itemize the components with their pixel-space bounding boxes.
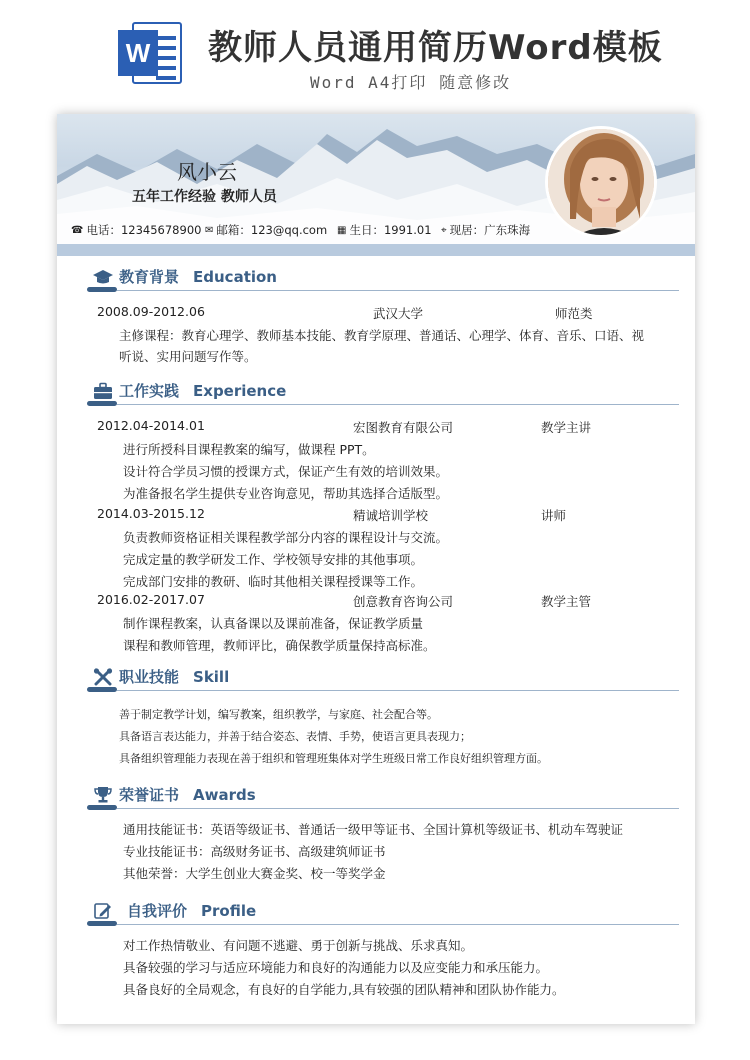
job-duty: 负责教师资格证相关课程教学部分内容的课程设计与交流。 xyxy=(123,530,449,545)
contact-birthday: ▦ 生日：1991.01 xyxy=(337,223,432,237)
award-item: 通用技能证书：英语等级证书、普通话一级甲等证书、全国计算机等级证书、机动车驾驶证 xyxy=(123,822,624,837)
banner xyxy=(0,0,750,110)
contact-location: ⌖ 现居：广东珠海 xyxy=(441,223,531,237)
candidate-name: 风小云 xyxy=(177,160,237,184)
tools-icon xyxy=(93,668,113,686)
education-major: 师范类 xyxy=(555,306,593,321)
banner-title: 教师人员通用简历Word模板 xyxy=(208,28,663,68)
skill-item: 善于制定教学计划，编写教案，组织教学，与家庭、社会配合等。 xyxy=(119,708,438,721)
job-duty: 完成部门安排的教研、临时其他相关课程授课等工作。 xyxy=(123,574,424,589)
job-duty: 制作课程教案，认真备课以及课前准备，保证教学质量 xyxy=(123,616,424,631)
location-icon: ⌖ xyxy=(441,224,447,236)
header-strip xyxy=(57,244,695,256)
job-period: 2012.04-2014.01 xyxy=(97,418,205,433)
resume-header xyxy=(57,114,695,244)
job-period: 2014.03-2015.12 xyxy=(97,506,205,521)
candidate-tagline: 五年工作经验 教师人员 xyxy=(132,189,277,205)
job-role: 教学主管 xyxy=(541,594,592,609)
trophy-icon xyxy=(93,786,113,804)
mail-icon: ✉ xyxy=(205,224,214,236)
section-awards xyxy=(87,784,679,806)
job-duty: 课程和教师管理，教师评比，确保教学质量保持高标准。 xyxy=(123,638,436,653)
word-logo-letter: W xyxy=(118,30,158,76)
section-experience xyxy=(87,380,679,402)
job-company: 宏图教育有限公司 xyxy=(353,420,454,435)
banner-subtitle: Word A4打印 随意修改 xyxy=(310,73,512,92)
pencil-icon xyxy=(93,902,113,920)
award-item: 其他荣誉：大学生创业大赛金奖、校一等奖学金 xyxy=(123,866,386,881)
job-duty: 进行所授科目课程教案的编写，做课程 PPT。 xyxy=(123,442,375,457)
education-period: 2008.09-2012.06 xyxy=(97,304,205,319)
section-title: 荣誉证书 Awards xyxy=(119,786,256,804)
section-title: 工作实践 Experience xyxy=(119,382,287,400)
profile-item: 对工作热情敬业、有问题不逃避、勇于创新与挑战、乐求真知。 xyxy=(123,938,474,953)
contact-phone: ☎ 电话：12345678900 xyxy=(71,223,202,237)
word-logo-icon xyxy=(118,20,184,86)
education-courses-cont: 听说、实用问题写作等。 xyxy=(119,349,257,364)
job-company: 创意教育咨询公司 xyxy=(353,594,454,609)
section-title: 教育背景 Education xyxy=(119,268,277,286)
section-title: 自我评价 Profile xyxy=(127,902,257,920)
skill-item: 具备语言表达能力，并善于结合姿态、表情、手势，使语言更具表现力； xyxy=(119,730,471,743)
job-role: 教学主讲 xyxy=(541,420,592,435)
education-school: 武汉大学 xyxy=(373,306,424,321)
phone-icon: ☎ xyxy=(71,224,84,236)
job-duty: 设计符合学员习惯的授课方式，保证产生有效的培训效果。 xyxy=(123,464,449,479)
profile-item: 具备较强的学习与适应环境能力和良好的沟通能力以及应变能力和承压能力。 xyxy=(123,960,549,975)
job-company: 精诚培训学校 xyxy=(353,508,429,523)
job-duty: 完成定量的教学研发工作、学校领导安排的其他事项。 xyxy=(123,552,424,567)
graduation-cap-icon xyxy=(93,268,113,286)
briefcase-icon xyxy=(93,382,113,400)
job-duty: 为准备报名学生提供专业咨询意见，帮助其选择合适版型。 xyxy=(123,486,449,501)
education-courses: 主修课程：教育心理学、教师基本技能、教育学原理、普通话、心理学、体育、音乐、口语、视 xyxy=(119,328,645,343)
job-role: 讲师 xyxy=(541,508,567,523)
award-item: 专业技能证书：高级财务证书、高级建筑师证书 xyxy=(123,844,386,859)
section-skills xyxy=(87,666,679,688)
job-period: 2016.02-2017.07 xyxy=(97,592,205,607)
section-profile xyxy=(87,900,679,922)
section-title: 职业技能 Skill xyxy=(119,668,230,686)
contact-email: ✉ 邮箱：123@qq.com xyxy=(205,223,328,237)
section-education xyxy=(87,266,679,288)
resume-page xyxy=(57,114,695,1024)
profile-item: 具备良好的全局观念，有良好的自学能力,具有较强的团队精神和团队协作能力。 xyxy=(123,982,565,997)
skill-item: 具备组织管理能力表现在善于组织和管理班集体对学生班级日常工作良好组织管理方面。 xyxy=(119,752,548,765)
calendar-icon: ▦ xyxy=(337,224,347,236)
candidate-photo xyxy=(545,126,657,238)
